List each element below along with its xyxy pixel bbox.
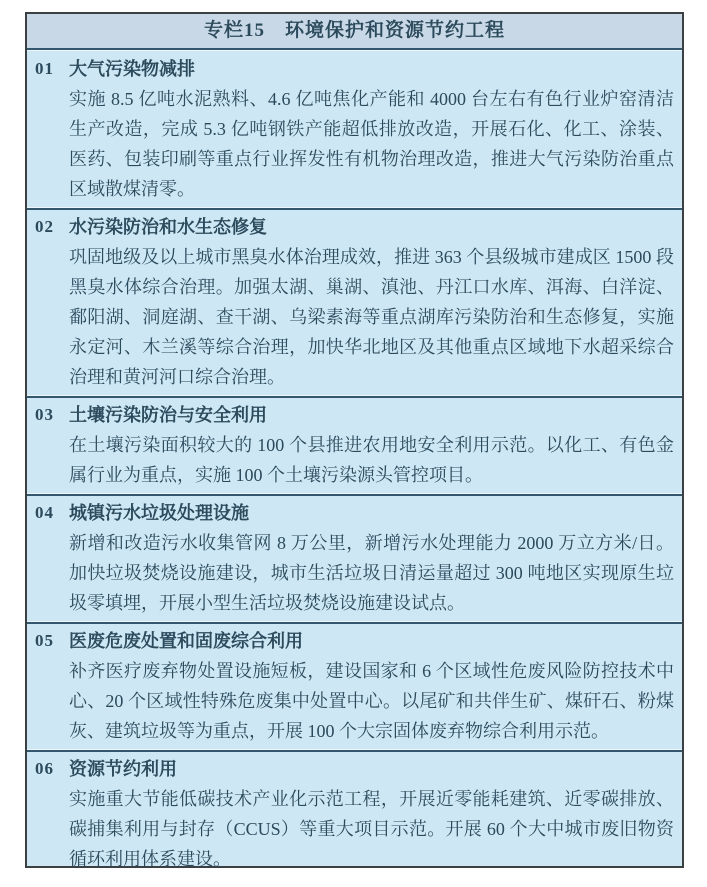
section-sewage-garbage [27, 496, 682, 621]
section-number: 03 [35, 405, 54, 424]
section-heading: 土壤污染防治与安全利用 [69, 405, 267, 425]
section-air-pollution [27, 52, 682, 207]
section-heading: 城镇污水垃圾处理设施 [69, 503, 249, 523]
panel-title: 专栏15 环境保护和资源节约工程 [27, 14, 682, 50]
section-heading: 大气污染物减排 [69, 59, 195, 79]
section-soil-pollution [27, 398, 682, 493]
section-body: 巩固地级及以上城市黑臭水体治理成效，推进 363 个县级城市建成区 1500 段黑臭水体综合治理。加强太湖、巢湖、滇池、丹江口水库、洱海、白洋淀、鄱阳湖、洞庭湖、查干湖、乌梁素海等重点湖库污染防治和生态修复，实施永定河、木兰溪等综合治理，加快华北地区及其他重点区域地下水超采综合治理和黄河河口综合治理。 [69, 247, 674, 387]
section-number: 01 [35, 59, 54, 78]
section-body: 实施 8.5 亿吨水泥熟料、4.6 亿吨焦化产能和 4000 台左右有色行业炉窑清洁生产改造，完成 5.3 亿吨钢铁产能超低排放改造，开展石化、化工、涂装、医药、包装印刷等重点行业挥发性有机物治理改造，推进大气污染防治重点区域散煤清零。 [69, 89, 674, 199]
section-heading: 水污染防治和水生态修复 [69, 217, 267, 237]
panel-environment-projects [25, 12, 684, 868]
section-resource-conservation [27, 752, 682, 877]
section-water-pollution [27, 210, 682, 395]
section-number: 02 [35, 217, 54, 236]
section-body: 新增和改造污水收集管网 8 万公里，新增污水处理能力 2000 万立方米/日。加快垃圾焚烧设施建设，城市生活垃圾日清运量超过 300 吨地区实现原生垃圾零填埋，开展小型生活垃圾焚烧设施建设试点。 [69, 533, 674, 613]
section-body: 补齐医疗废弃物处置设施短板，建设国家和 6 个区域性危废风险防控技术中心、20 个区域性特殊危废集中处置中心。以尾矿和共伴生矿、煤矸石、粉煤灰、建筑垃圾等为重点，开展 100 个大宗固体废弃物综合利用示范。 [69, 661, 674, 741]
section-heading: 资源节约利用 [69, 759, 177, 779]
section-body: 实施重大节能低碳技术产业化示范工程，开展近零能耗建筑、近零碳排放、碳捕集利用与封存（CCUS）等重大项目示范。开展 60 个大中城市废旧物资循环利用体系建设。 [69, 789, 674, 869]
section-heading: 医废危废处置和固废综合利用 [69, 631, 303, 651]
section-medical-solid-waste [27, 624, 682, 749]
section-number: 04 [35, 503, 54, 522]
section-number: 06 [35, 759, 54, 778]
section-number: 05 [35, 631, 54, 650]
panel-body [27, 50, 682, 877]
section-body: 在土壤污染面积较大的 100 个县推进农用地安全利用示范。以化工、有色金属行业为重点，实施 100 个土壤污染源头管控项目。 [69, 435, 674, 485]
